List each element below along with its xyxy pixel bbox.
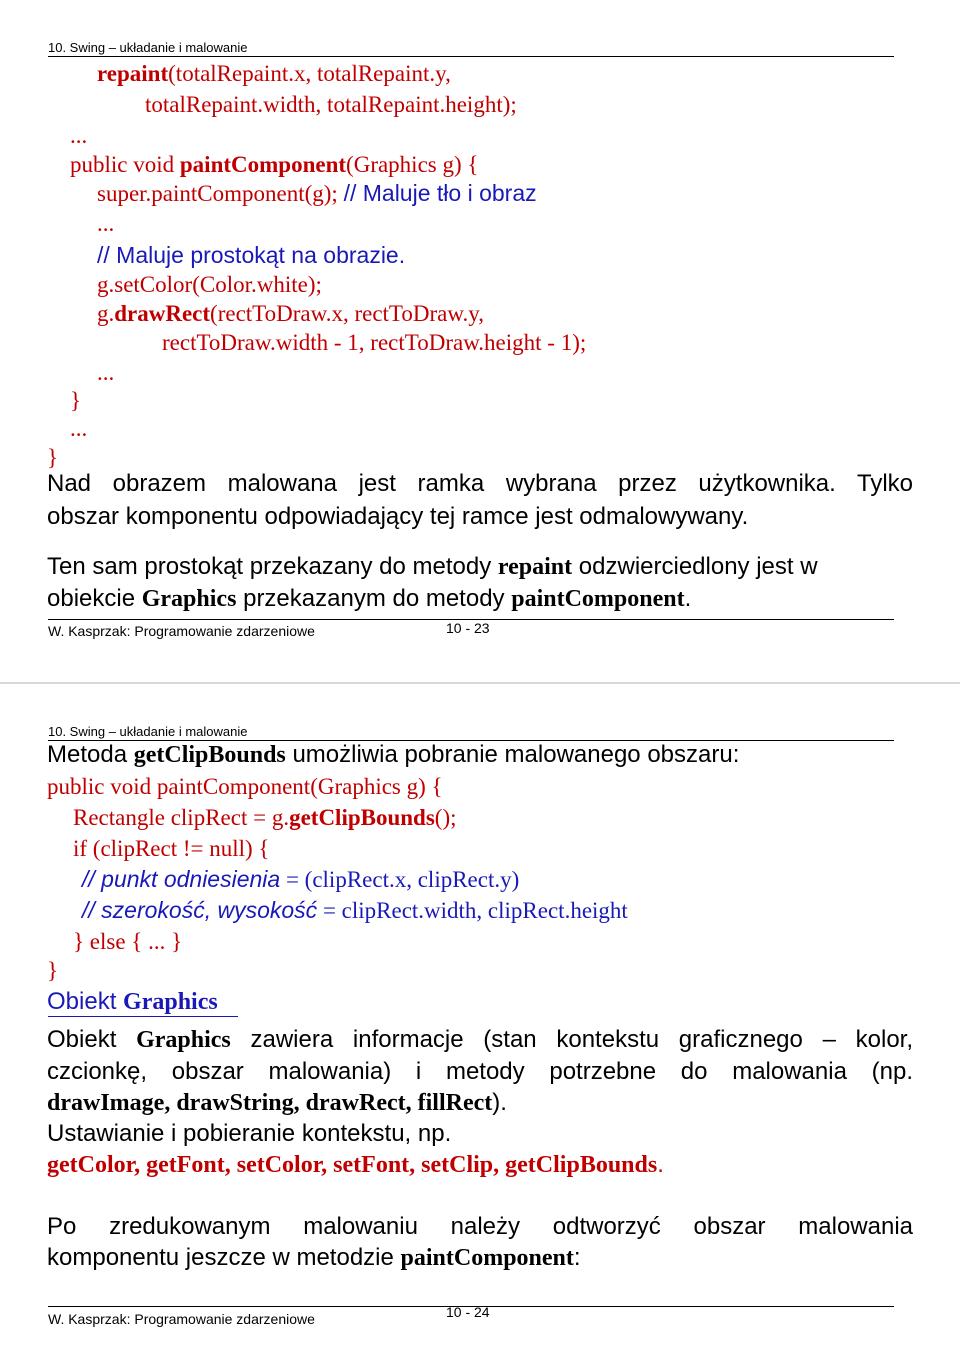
class-name: Graphics <box>141 586 237 612</box>
slide-10-24 <box>0 686 960 1367</box>
code-line: ... <box>70 416 88 441</box>
code-line: } <box>47 445 59 470</box>
class-name: Graphics <box>123 989 218 1015</box>
slide-10-23 <box>0 0 960 680</box>
class-name: Graphics <box>136 1027 231 1053</box>
code-line: ... <box>97 360 115 385</box>
code-comment: // szerokość, wysokość <box>82 897 318 923</box>
slide-header: 10. Swing – układanie i malowanie <box>48 724 248 739</box>
paragraph-line: Po zredukowanym malowaniu należy odtworzyć obszar malowania <box>47 1213 913 1240</box>
page-number: 10 - 24 <box>446 1304 490 1320</box>
slide-footer: W. Kasprzak: Programowanie zdarzeniowe <box>48 1311 315 1327</box>
code-method: repaint <box>97 61 169 86</box>
code-line: public void paintComponent(Graphics g) { <box>70 152 479 177</box>
code-line: repaint(totalRepaint.x, totalRepaint.y, <box>97 61 451 86</box>
code-line: g.drawRect(rectToDraw.x, rectToDraw.y, <box>97 301 484 326</box>
code-line: ... <box>70 123 88 148</box>
code-comment: // punkt odniesienia <box>82 866 281 892</box>
code-line: } <box>70 388 82 413</box>
method-name: paintComponent <box>511 586 685 612</box>
code-line: public void paintComponent(Graphics g) { <box>47 774 443 799</box>
code-line: totalRepaint.width, totalRepaint.height); <box>145 92 517 117</box>
method-list: getColor, getFont, setColor, setFont, setClip, getClipBounds <box>47 1152 658 1178</box>
code-line: super.paintComponent(g); // Maluje tło i obraz <box>97 180 537 206</box>
code-line: ... <box>97 211 115 236</box>
paragraph-line: getColor, getFont, setColor, setFont, setClip, getClipBounds. <box>47 1151 664 1178</box>
method-name: repaint <box>497 554 573 580</box>
code-line: // szerokość, wysokość = clipRect.width, clipRect.height <box>82 897 628 923</box>
code-line: if (clipRect != null) { <box>73 836 270 861</box>
header-rule <box>48 56 894 57</box>
paragraph-line: komponentu jeszcze w metodzie paintComponent: <box>47 1244 581 1271</box>
subheading-underline <box>48 1016 238 1017</box>
paragraph-line: drawImage, drawString, drawRect, fillRect). <box>47 1089 507 1116</box>
code-method: getClipBounds <box>289 805 435 830</box>
method-list: drawImage, drawString, drawRect, fillRect <box>47 1090 493 1116</box>
code-method: paintComponent <box>179 152 347 177</box>
page-number: 10 - 23 <box>446 620 490 636</box>
code-comment: // Maluje prostokąt na obrazie. <box>97 242 406 268</box>
intro-line: Metoda getClipBounds umożliwia pobranie malowanego obszaru: <box>47 741 740 768</box>
paragraph-line: obszar komponentu odpowiadający tej ramce jest odmalowywany. <box>47 503 749 530</box>
code-method: drawRect <box>114 301 211 326</box>
code-line: // punkt odniesienia = (clipRect.x, clipRect.y) <box>82 866 520 892</box>
section-subheading: Obiekt Graphics <box>47 988 218 1015</box>
code-line: rectToDraw.width - 1, rectToDraw.height - 1); <box>162 330 587 355</box>
method-name: getClipBounds <box>133 742 286 768</box>
paragraph-line: Ustawianie i pobieranie kontekstu, np. <box>47 1120 452 1147</box>
code-comment: // Maluje tło i obraz <box>343 180 537 206</box>
slide-header: 10. Swing – układanie i malowanie <box>48 40 248 55</box>
code-line: } <box>47 958 59 983</box>
paragraph-line: czcionkę, obszar malowania) i metody potrzebne do malowania (np. <box>47 1058 913 1085</box>
paragraph-line: Ten sam prostokąt przekazany do metody repaint odzwierciedlony jest w <box>47 553 818 580</box>
page-divider <box>0 682 960 684</box>
code-line: Rectangle clipRect = g.getClipBounds(); <box>73 805 457 830</box>
method-name: paintComponent <box>400 1245 574 1271</box>
slide-footer: W. Kasprzak: Programowanie zdarzeniowe <box>48 623 315 639</box>
paragraph-line: obiekcie Graphics przekazanym do metody paintComponent. <box>47 585 692 612</box>
code-line: } else { ... } <box>73 929 183 954</box>
paragraph-line: Obiekt Graphics zawiera informacje (stan kontekstu graficznego – kolor, <box>47 1026 914 1053</box>
code-line: g.setColor(Color.white); <box>97 272 322 297</box>
paragraph-line: Nad obrazem malowana jest ramka wybrana przez użytkownika. Tylko <box>47 470 913 497</box>
